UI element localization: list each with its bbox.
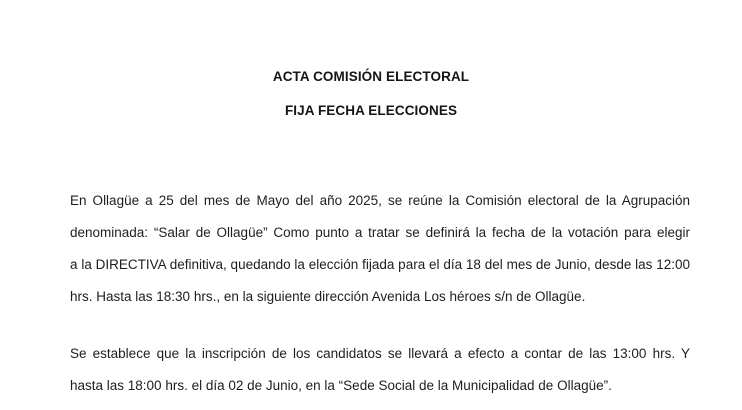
paragraph-1-line: a la DIRECTIVA definitiva, quedando la elección fijada para el día 18 del mes de Junio, desde las 12:00 — [70, 257, 690, 272]
paragraph-1-line: denominada: “Salar de Ollagüe” Como punto a tratar se definirá la fecha de la votación para elegir — [70, 225, 690, 240]
paragraph-1-line: En Ollagüe a 25 del mes de Mayo del año 2025, se reúne la Comisión electoral de la Agrupación — [70, 193, 690, 208]
document-subtitle: FIJA FECHA ELECCIONES — [284, 103, 458, 118]
document-title: ACTA COMISIÓN ELECTORAL — [272, 69, 470, 84]
paragraph-1-line: hrs. Hasta las 18:30 hrs., en la siguiente dirección Avenida Los héroes s/n de Ollagüe. — [70, 289, 586, 304]
paragraph-2-line: hasta las 18:00 hrs. el día 02 de Junio, en la “Sede Social de la Municipalidad de Ollagüe”. — [70, 378, 612, 393]
paragraph-2-line: Se establece que la inscripción de los candidatos se llevará a efecto a contar de las 13:00 hrs. Y — [70, 346, 690, 361]
